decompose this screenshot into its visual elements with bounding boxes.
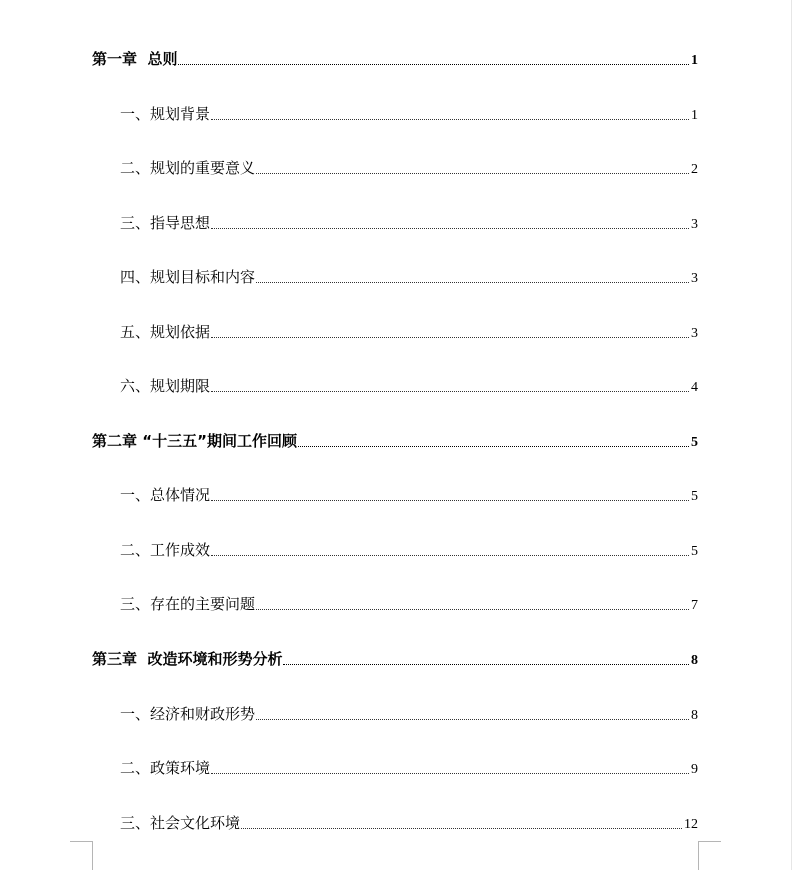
crop-mark-bottom-left	[70, 841, 93, 870]
page-edge	[791, 0, 792, 870]
toc-dot-leader	[211, 390, 689, 392]
toc-dot-leader	[256, 718, 689, 720]
toc-section-2-2[interactable]	[120, 539, 698, 561]
toc-chapter-2[interactable]	[92, 430, 698, 452]
toc-section-3-1[interactable]	[120, 703, 698, 725]
toc-page-number: 12	[684, 817, 698, 832]
toc-entry-label: 四、规划目标和内容	[120, 268, 256, 286]
toc-page-number: 1	[691, 108, 698, 123]
toc-page-number: 3	[691, 326, 698, 341]
toc-page-number: 5	[691, 435, 698, 450]
toc-section-2-1[interactable]	[120, 484, 698, 506]
toc-dot-leader	[211, 118, 689, 120]
toc-page-number: 4	[691, 380, 698, 395]
toc-entry-label: 一、总体情况	[120, 486, 211, 504]
toc-section-3-3[interactable]	[120, 812, 698, 834]
toc-page-number: 9	[691, 762, 698, 777]
toc-chapter-3[interactable]	[92, 648, 698, 670]
toc-section-3-2[interactable]	[120, 757, 698, 779]
toc-page-number: 1	[691, 53, 698, 68]
toc-entry-label: 三、社会文化环境	[120, 814, 241, 832]
toc-entry-label: 六、规划期限	[120, 377, 211, 395]
toc-section-1-3[interactable]	[120, 212, 698, 234]
toc-entry-label: 二、政策环境	[120, 759, 211, 777]
crop-mark-bottom-right	[698, 841, 721, 870]
toc-dot-leader	[211, 499, 689, 501]
toc-dot-leader	[178, 63, 689, 65]
toc-entry-label: 三、指导思想	[120, 214, 211, 232]
toc-page-number: 5	[691, 489, 698, 504]
toc-entry-label: 二、工作成效	[120, 541, 211, 559]
toc-entry-label: 三、存在的主要问题	[120, 595, 256, 613]
toc-page-number: 8	[691, 653, 698, 668]
toc-entry-label: 第二章 “十三五”期间工作回顾	[92, 432, 297, 450]
toc-section-1-6[interactable]	[120, 375, 698, 397]
toc-page-number: 2	[691, 162, 698, 177]
toc-entry-label: 一、经济和财政形势	[120, 705, 256, 723]
toc-entry-label: 一、规划背景	[120, 105, 211, 123]
toc-page-number: 5	[691, 544, 698, 559]
toc-page-number: 7	[691, 598, 698, 613]
toc-entry-label: 二、规划的重要意义	[120, 159, 256, 177]
toc-entry-label: 第一章 总则	[92, 50, 178, 68]
toc-dot-leader	[211, 772, 689, 774]
toc-chapter-1[interactable]	[92, 48, 698, 70]
toc-dot-leader	[256, 172, 689, 174]
toc-dot-leader	[211, 554, 689, 556]
toc-entry-label: 五、规划依据	[120, 323, 211, 341]
toc-section-1-1[interactable]	[120, 103, 698, 125]
toc-section-1-4[interactable]	[120, 266, 698, 288]
toc-dot-leader	[241, 827, 682, 829]
toc-section-1-2[interactable]	[120, 157, 698, 179]
toc-dot-leader	[211, 227, 689, 229]
toc-page-number: 3	[691, 271, 698, 286]
toc-section-1-5[interactable]	[120, 321, 698, 343]
toc-dot-leader	[298, 445, 689, 447]
toc-entry-label: 第三章 改造环境和形势分析	[92, 650, 283, 668]
toc-dot-leader	[211, 336, 689, 338]
toc-dot-leader	[256, 281, 689, 283]
toc-page-number: 3	[691, 217, 698, 232]
toc-dot-leader	[256, 608, 689, 610]
toc-dot-leader	[283, 663, 689, 665]
toc-page-number: 8	[691, 708, 698, 723]
toc-section-2-3[interactable]	[120, 593, 698, 615]
